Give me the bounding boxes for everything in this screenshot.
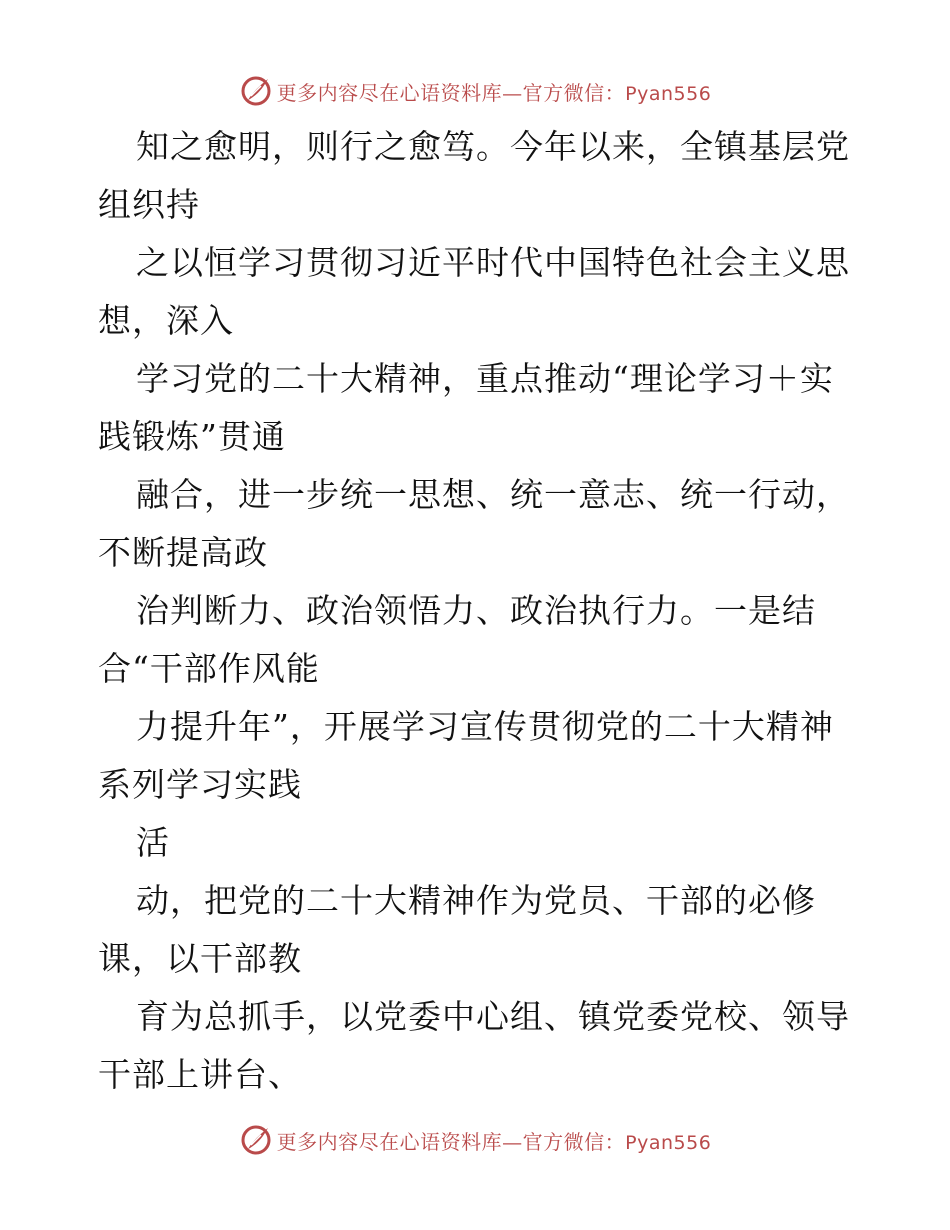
text-line: 践锻炼”贯通 [98,417,286,456]
watermark-text: 更多内容尽在心语资料库—官方微信： [276,1129,626,1154]
text-line: 之以恒学习贯彻习近平时代中国特色社会主义思 [136,243,850,282]
feather-pen-logo-icon [239,1123,273,1157]
watermark-wechat-id: Pyan556 [625,82,712,105]
feather-pen-logo-icon [239,74,273,108]
text-line: 治判断力、政治领悟力、政治执行力。一是结 [136,591,816,630]
text-line: 动，把党的二十大精神作为党员、干部的必修 [136,881,816,920]
watermark-wechat-id: Pyan556 [625,1131,712,1154]
text-line: 课，以干部教 [98,939,302,978]
text-line: 知之愈明，则行之愈笃。今年以来，全镇基层党 [136,127,850,166]
text-line: 组织持 [98,185,200,224]
text-line: 不断提高政 [98,533,268,572]
footer-watermark [0,1120,950,1160]
text-line: 育为总抓手，以党委中心组、镇党委党校、领导 [136,997,850,1036]
text-line: 活 [136,823,170,862]
text-line: 系列学习实践 [98,765,302,804]
text-line: 力提升年”，开展学习宣传贯彻党的二十大精神 [136,707,834,746]
text-line: 合“干部作风能 [98,649,320,688]
header-watermark [0,71,950,111]
text-line: 学习党的二十大精神，重点推动“理论学习＋实 [136,359,834,398]
watermark-text: 更多内容尽在心语资料库—官方微信： [276,80,626,105]
document-body [98,118,858,1104]
text-line: 干部上讲台、 [98,1055,302,1094]
text-line: 融合，进一步统一思想、统一意志、统一行动， [136,475,850,514]
text-line: 想，深入 [98,301,234,340]
